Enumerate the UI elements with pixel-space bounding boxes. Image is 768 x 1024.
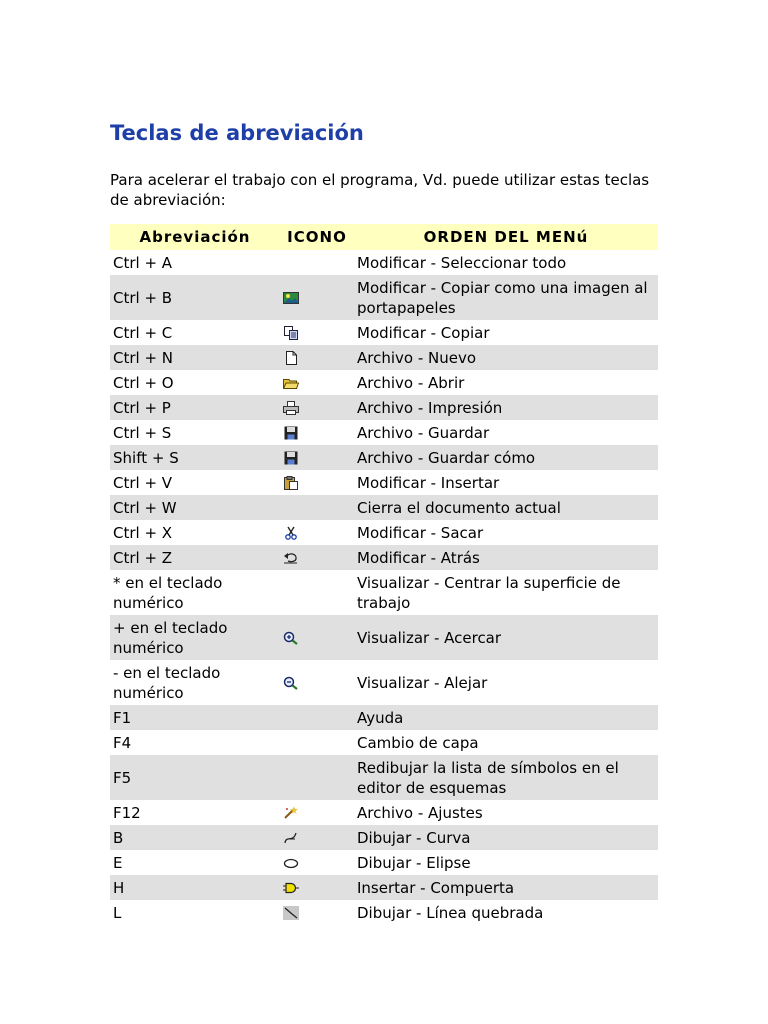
shortcut-key-cell: L — [113, 903, 122, 922]
menu-command-cell: Archivo - Nuevo — [354, 345, 658, 370]
icon-cell — [280, 875, 354, 900]
zoom-out-icon — [283, 674, 299, 692]
undo-icon — [283, 549, 299, 567]
icon-cell — [280, 660, 354, 705]
menu-command-cell: Archivo - Abrir — [357, 373, 465, 392]
table-row — [110, 445, 658, 470]
menu-command-cell: Modificar - Copiar como una imagen al portapapeles — [354, 275, 658, 320]
icon-cell — [280, 470, 354, 495]
table-row — [110, 495, 658, 520]
shortcut-key-cell: F1 — [110, 705, 280, 730]
menu-command-cell: Visualizar - Acercar — [354, 615, 658, 660]
table-row — [110, 275, 658, 320]
shortcut-key-cell: - en el teclado numérico — [113, 663, 221, 702]
table-row — [110, 615, 658, 660]
table-row — [110, 520, 658, 545]
icon-cell — [280, 445, 354, 470]
menu-command-cell: Cierra el documento actual — [354, 495, 658, 520]
open-folder-icon — [283, 374, 299, 392]
table-row — [110, 825, 658, 850]
table-row — [110, 570, 658, 615]
table-row — [110, 705, 658, 730]
shortcut-key-cell: Shift + S — [110, 445, 280, 470]
paste-icon — [283, 474, 299, 492]
shortcut-key-cell: F5 — [110, 755, 280, 800]
table-row — [110, 320, 658, 345]
header-icono: ICONO — [280, 224, 354, 250]
menu-command-cell: Redibujar la lista de símbolos en el editor de esquemas — [354, 755, 658, 800]
table-row — [110, 875, 658, 900]
curve-icon — [283, 829, 299, 847]
table-row — [110, 250, 658, 275]
printer-icon — [283, 399, 299, 417]
table-row — [110, 345, 658, 370]
menu-command-cell: Archivo - Impresión — [354, 395, 658, 420]
table-row — [110, 660, 658, 705]
table-header-row — [110, 224, 658, 250]
icon-cell — [280, 570, 354, 615]
shortcut-key-cell: F4 — [113, 733, 132, 752]
table-row — [110, 470, 658, 495]
table-row — [110, 370, 658, 395]
icon-cell — [280, 520, 354, 545]
save-icon — [283, 449, 299, 467]
shortcuts-table — [110, 224, 658, 925]
menu-command-cell: Visualizar - Alejar — [357, 673, 488, 692]
menu-command-cell: Dibujar - Línea quebrada — [357, 903, 544, 922]
shortcut-key-cell: E — [113, 853, 123, 872]
save-icon — [283, 424, 299, 442]
shortcut-key-cell: * en el teclado numérico — [113, 573, 223, 612]
shortcut-key-cell: Ctrl + W — [110, 495, 280, 520]
shortcut-key-cell: Ctrl + S — [113, 423, 172, 442]
page — [110, 118, 658, 925]
table-row — [110, 850, 658, 875]
icon-cell — [280, 345, 354, 370]
copy-icon — [283, 324, 299, 342]
shortcut-key-cell: Ctrl + N — [110, 345, 280, 370]
menu-command-cell: Modificar - Atrás — [354, 545, 658, 570]
shortcut-key-cell: Ctrl + A — [113, 253, 173, 272]
shortcut-key-cell: + en el teclado numérico — [110, 615, 280, 660]
icon-cell — [280, 320, 354, 345]
table-row — [110, 900, 658, 925]
icon-cell — [280, 495, 354, 520]
table-row — [110, 395, 658, 420]
table-row — [110, 800, 658, 825]
shortcut-key-cell: Ctrl + O — [113, 373, 174, 392]
menu-command-cell: Dibujar - Curva — [354, 825, 658, 850]
icon-cell — [280, 850, 354, 875]
icon-cell — [280, 730, 354, 755]
shortcut-key-cell: Ctrl + Z — [110, 545, 280, 570]
table-row — [110, 755, 658, 800]
menu-command-cell: Modificar - Insertar — [357, 473, 500, 492]
icon-cell — [280, 615, 354, 660]
table-row — [110, 545, 658, 570]
menu-command-cell: Modificar - Seleccionar todo — [357, 253, 567, 272]
shortcut-key-cell: B — [110, 825, 280, 850]
gate-icon — [283, 879, 299, 897]
shortcut-key-cell: F12 — [113, 803, 141, 822]
page-title: Teclas de abreviación — [110, 121, 364, 145]
menu-command-cell: Insertar - Compuerta — [354, 875, 658, 900]
menu-command-cell: Dibujar - Elipse — [357, 853, 471, 872]
icon-cell — [280, 420, 354, 445]
shortcut-key-cell: H — [110, 875, 280, 900]
menu-command-cell: Cambio de capa — [357, 733, 479, 752]
table-row — [110, 730, 658, 755]
icon-cell — [280, 395, 354, 420]
header-orden: ORDEN DEL MENú — [354, 224, 658, 250]
scissors-icon — [283, 524, 299, 542]
menu-command-cell: Ayuda — [354, 705, 658, 730]
settings-wand-icon — [283, 804, 299, 822]
icon-cell — [280, 900, 354, 925]
new-file-icon — [283, 349, 299, 367]
menu-command-cell: Archivo - Ajustes — [357, 803, 483, 822]
shortcut-key-cell: Ctrl + X — [113, 523, 173, 542]
shortcut-key-cell: Ctrl + P — [110, 395, 280, 420]
menu-command-cell: Visualizar - Centrar la superficie de trabajo — [357, 573, 621, 612]
polyline-icon — [283, 904, 299, 922]
menu-command-cell: Modificar - Sacar — [357, 523, 484, 542]
zoom-in-icon — [283, 629, 299, 647]
shortcut-key-cell: Ctrl + V — [113, 473, 173, 492]
menu-command-cell: Modificar - Copiar — [357, 323, 490, 342]
icon-cell — [280, 370, 354, 395]
shortcut-key-cell: Ctrl + C — [113, 323, 173, 342]
header-abreviacion: Abreviación — [110, 224, 280, 250]
icon-cell — [280, 755, 354, 800]
intro-paragraph: Para acelerar el trabajo con el programa, Vd. puede utilizar estas teclas de abreviación: — [110, 171, 650, 209]
icon-cell — [280, 800, 354, 825]
image-icon — [283, 289, 299, 307]
icon-cell — [280, 275, 354, 320]
menu-command-cell: Archivo - Guardar cómo — [354, 445, 658, 470]
icon-cell — [280, 705, 354, 730]
shortcut-key-cell: Ctrl + B — [110, 275, 280, 320]
ellipse-icon — [283, 854, 299, 872]
icon-cell — [280, 250, 354, 275]
table-row — [110, 420, 658, 445]
icon-cell — [280, 545, 354, 570]
icon-cell — [280, 825, 354, 850]
menu-command-cell: Archivo - Guardar — [357, 423, 490, 442]
